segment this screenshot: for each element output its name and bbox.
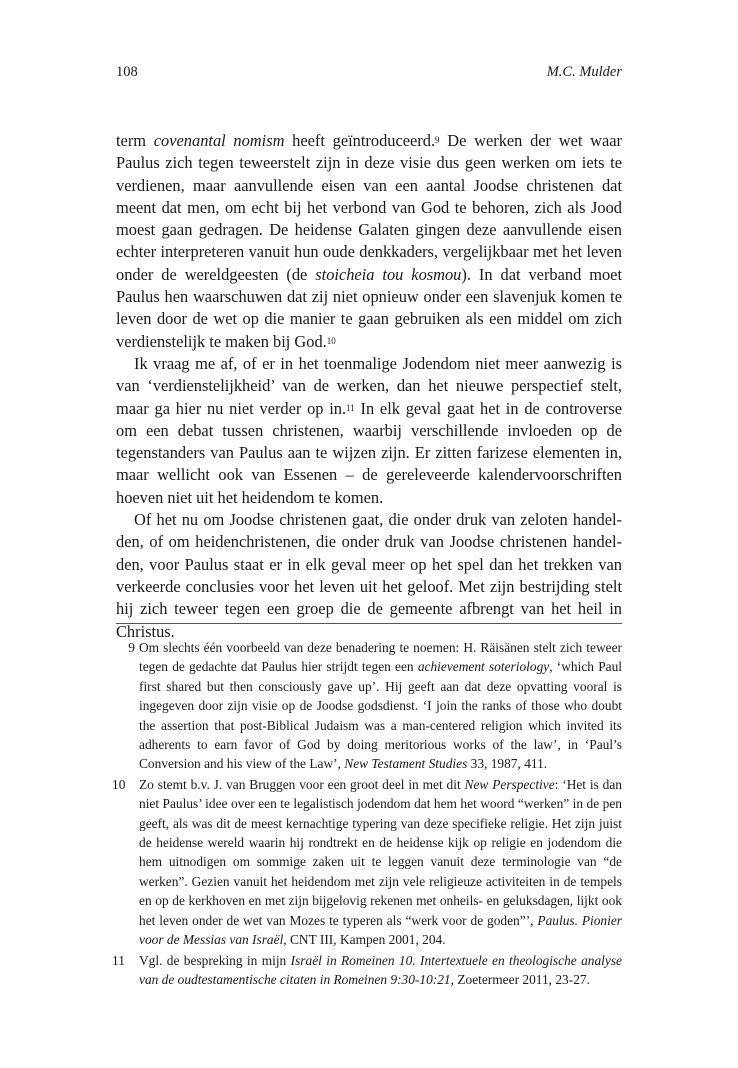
- italic-term: achievement soteriology: [417, 659, 550, 675]
- text-run: , CNT III, Kampen 2001, 204.: [283, 932, 446, 948]
- footnote-number: 9: [128, 640, 135, 655]
- page-header: [116, 64, 622, 84]
- footnote-divider: [116, 623, 622, 624]
- text-run: term: [116, 131, 154, 150]
- text-run: Om slechts één voorbeeld van deze benadering te noemen: H. Räisänen stelt zich teweer tegen de gedachte dat Paulus hier strijdt tegen een: [139, 640, 622, 675]
- text-run: Zo stemt b.v. J. van Bruggen voor een groot deel in met dit: [139, 776, 465, 792]
- footnotes: [112, 638, 623, 990]
- text-run: heeft geïntroduceerd.: [284, 131, 436, 150]
- italic-term: Israël in Romeinen 10. Intertextuele en theologische analyse van de oudtestamentische citaten in Romeinen 9:30-10:21: [139, 952, 622, 987]
- text-run: De werken der wet waar Paulus zich tegen teweerstelt zijn in deze visie dus geen werken om iets te verdienen, maar aanvullende eisen van een aantal Joodse christenen dat meent dat men, om echt bij het verbond van God te behoren, zich als Jood moest gaan gedragen. De heidense Galaten gingen deze aanvullende eisen echter interpreteren vanuit hun oude denkkaders, vergelijkbaar met het leven onder de wereldgeesten (de: [116, 131, 622, 284]
- italic-term: Paulus. Pionier voor de Messias van Israël: [139, 912, 623, 948]
- footnote-11: [112, 951, 622, 990]
- italic-term: New Testament Studies: [344, 756, 468, 772]
- paragraph-1: [116, 130, 622, 353]
- footnote-ref-10[interactable]: 10: [326, 335, 336, 346]
- text-run: In elk geval gaat het in de controverse om een debat tussen christenen, waarbij verschillende invloeden op de tegenstanders van Paulus aan te wijzen zijn. Er zitten farizese elementen in, maar wellicht ook van Essenen – de gereleveerde kalendervoorschriften hoeven niet uit het heidendom te komen.: [116, 398, 622, 507]
- main-text: [116, 130, 622, 643]
- footnote-10: [112, 775, 623, 950]
- text-run: Vgl. de bespreking in mijn: [139, 952, 291, 968]
- footnote-ref-9[interactable]: 9: [435, 135, 440, 145]
- text-run: 33, 1987, 411.: [467, 756, 548, 772]
- text-run: Of het nu om Joodse christenen gaat, die onder druk van zeloten handelden, of om heidenchristenen, die onder druk van Joodse christenen handelden, voor Paulus staat er in elk geval meer op het spel dan het trekken van verkeerde conclusies voor het leven uit het geloof. Met zijn bestrijding stelt hij zich teweer tegen een groep die de gemeente afbrengt van het heil in Christus.: [116, 510, 622, 641]
- italic-term: New Perspective: [464, 776, 555, 792]
- italic-term: covenantal nomism: [153, 131, 285, 150]
- footnote-number: 10: [112, 776, 126, 792]
- footnote-9: [116, 638, 622, 774]
- italic-term: stoicheia tou kosmou: [315, 264, 462, 284]
- text-run: , Zoetermeer 2011, 23-27.: [450, 971, 590, 987]
- text-run: , ‘which Paul first shared but then consciously gave up’. Hij geeft aan dat deze opvatting vooral is ingegeven door zijn visie op de Joodse godsdienst. ‘I join the ranks of those who doubt the assertion that post-Biblical Judaism was a man-centered religion which invited its adherents to earn favor of God by doing meritorious works of the law’, in ‘Paul’s Conversion and his view of the Law’,: [139, 659, 622, 772]
- paragraph-2: [116, 353, 622, 509]
- text-run: Ik vraag me af, of er in het toenmalige Jodendom niet meer aanwezig is van ‘verdienstelijkheid’ van de werken, dan het nieuwe perspectief stelt, maar ga hier nu niet verder op in.: [116, 353, 622, 418]
- footnote-number: 11: [112, 952, 125, 968]
- page-number: 108: [116, 64, 138, 80]
- text-run: : ‘Het is dan niet Paulus’ idee over een te legalistisch jodendom dat hem het woord “werken” in de pen geeft, als was dit de meest kernachtige typering van deze specifieke religie. Het zijn juist de heidense wereld waarin hij rondtrekt en de heidense kijk op religie en jodendom die hem uitnodigen om sommige zaken uit te leggen vanuit deze terminologie van “de werken”. Gezien vanuit het heidendom met zijn vele religieuze activiteiten in de tempels en op de kerkhoven en met zijn bijgelovig rekenen met onheils- en geluksdagen, lijkt ook het leven onder de wet van Mozes te typeren als “werk voor de goden”’,: [139, 776, 622, 928]
- footnote-ref-11[interactable]: 11: [346, 402, 355, 413]
- running-head: M.C. Mulder: [546, 64, 622, 80]
- text-run: ). In dat verband moet Paulus hen waarschuwen dat zij niet opnieuw onder een slavenjuk komen te leven door de wet op die manier te gaan gebruiken als een middel om zich verdienstelijk te maken bij God.: [116, 264, 622, 351]
